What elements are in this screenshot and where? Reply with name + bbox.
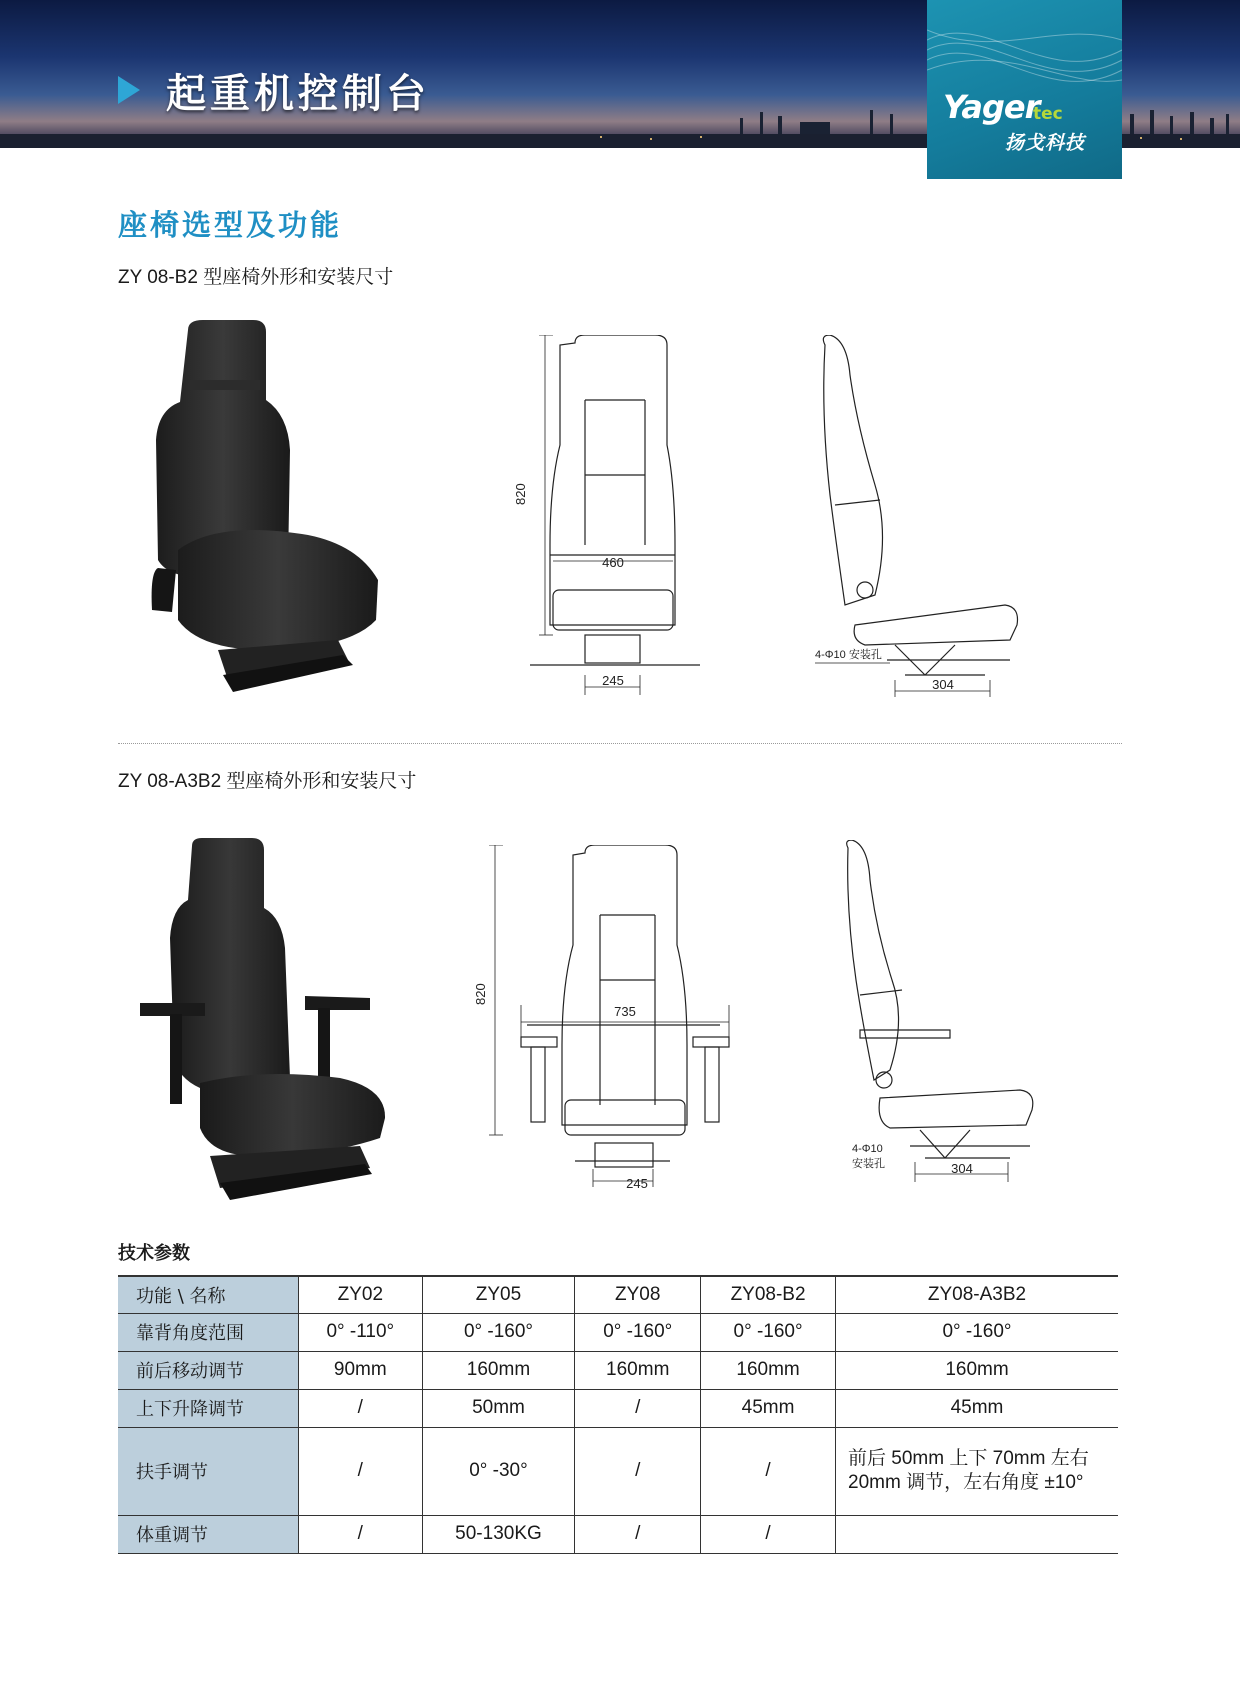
table-cell: 0° -160° [575,1313,701,1351]
seat2-side-drawing [840,840,1050,1190]
table-cell: 0° -160° [422,1313,575,1351]
table-header-cell: ZY08 [575,1276,701,1313]
section-divider [118,743,1122,744]
table-cell: 160mm [575,1351,701,1389]
seat2-side-base-dimension: 304 [951,1161,973,1176]
table-cell: / [299,1389,423,1427]
banner-title [118,60,430,120]
seat2-height-dimension: 820 [473,983,488,1005]
row-label: 扶手调节 [118,1427,299,1515]
seat1-base-dimension: 245 [602,673,624,688]
seat2-photo [140,838,400,1208]
table-cell: 50-130KG [422,1515,575,1553]
seat1-side-base-dimension: 304 [932,677,954,692]
table-row [118,1313,1118,1351]
row-label: 体重调节 [118,1515,299,1553]
table-cell: / [299,1515,423,1553]
table-row [118,1515,1118,1553]
table-cell: / [575,1427,701,1515]
table-cell: 0° -30° [422,1427,575,1515]
row-label: 前后移动调节 [118,1351,299,1389]
logo-chinese-name: 扬戈科技 [1005,132,1086,154]
tech-params-label: 技术参数 [118,1243,190,1264]
table-cell: 160mm [422,1351,575,1389]
seat2-width-dimension: 735 [614,1004,636,1019]
table-header-cell: 功能 \ 名称 [118,1276,299,1313]
seat1-side-drawing [795,335,1035,705]
seat2-front-drawing [465,845,765,1195]
table-cell: 45mm [701,1389,836,1427]
company-logo [927,0,1122,179]
table-header-cell: ZY02 [299,1276,423,1313]
row-label: 靠背角度范围 [118,1313,299,1351]
table-cell: 90mm [299,1351,423,1389]
table-cell: 前后 50mm 上下 70mm 左右 20mm 调节，左右角度 ±10° [836,1427,1119,1515]
table-cell: / [701,1427,836,1515]
logo-tec: tec [1033,104,1063,124]
table-cell: / [575,1515,701,1553]
seat1-hole-note: 4-Φ10 安装孔 [815,649,882,661]
tech-params-table [118,1275,1118,1554]
table-cell: / [575,1389,701,1427]
table-cell: / [299,1427,423,1515]
table-cell: 0° -160° [836,1313,1119,1351]
table-cell [836,1515,1119,1553]
table-cell: / [701,1515,836,1553]
banner-title-text: 起重机控制台 [166,70,430,117]
table-cell: 45mm [836,1389,1119,1427]
seat2-caption: ZY 08-A3B2 型座椅外形和安装尺寸 [118,771,417,792]
table-header-row [118,1276,1118,1313]
row-label: 上下升降调节 [118,1389,299,1427]
seat1-photo [148,320,398,720]
table-cell: 50mm [422,1389,575,1427]
seat1-height-dimension: 820 [513,483,528,505]
seat1-front-drawing [505,335,725,705]
seat1-width-dimension: 460 [602,555,624,570]
table-cell: 0° -160° [701,1313,836,1351]
table-header-cell: ZY08-B2 [701,1276,836,1313]
table-cell: 160mm [701,1351,836,1389]
table-row [118,1389,1118,1427]
table-row [118,1351,1118,1389]
section-title: 座椅选型及功能 [118,208,343,242]
seat1-caption: ZY 08-B2 型座椅外形和安装尺寸 [118,267,394,288]
table-header-cell: ZY08-A3B2 [836,1276,1119,1313]
seat2-base-dimension: 245 [626,1176,648,1191]
seat2-hole-note-2: 安装孔 [852,1158,885,1170]
triangle-arrow-icon [118,76,140,104]
table-row [118,1427,1118,1515]
table-cell: 0° -110° [299,1313,423,1351]
seat2-hole-note-1: 4-Φ10 [852,1143,883,1155]
logo-wordmark: Yager [943,88,1040,126]
table-cell: 160mm [836,1351,1119,1389]
table-header-cell: ZY05 [422,1276,575,1313]
